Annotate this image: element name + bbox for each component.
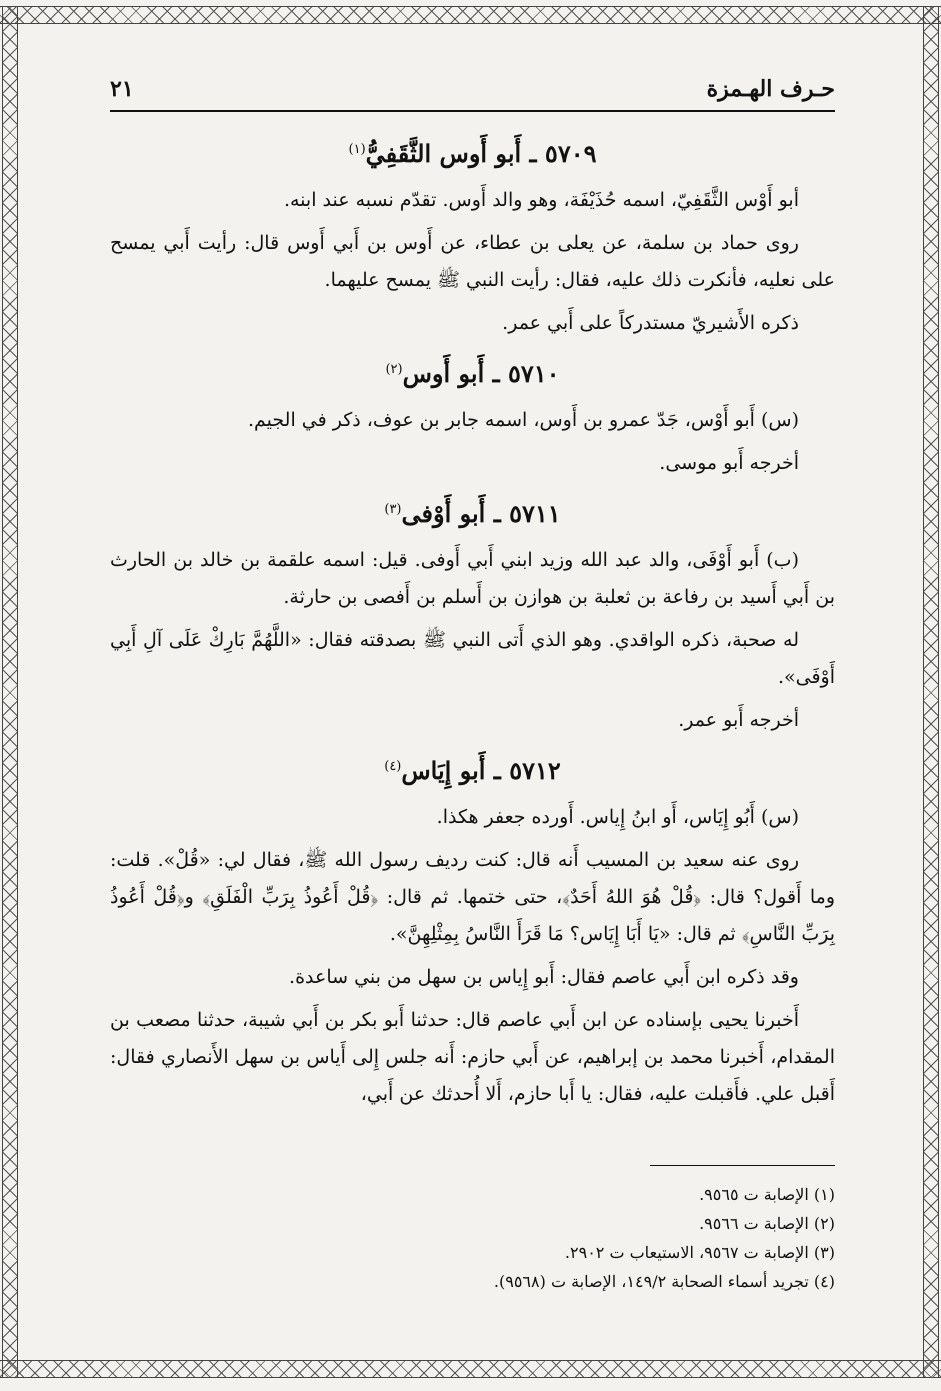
entry-title: ٥٧١٠ ـ أَبو أَوس bbox=[402, 359, 560, 388]
entry-title: ٥٧١٢ ـ أَبو إِيَاس bbox=[401, 756, 561, 785]
entry-heading-5709 bbox=[110, 128, 835, 176]
decorative-border-left bbox=[2, 6, 18, 1378]
footnote-4: (٤) تجريد أسماء الصحابة ١٤٩/٢، الإصابة ت (٩٥٦٨). bbox=[493, 1272, 835, 1291]
paragraph: روى عنه سعيد بن المسيب أَنه قال: كنت رديف رسول الله ﷺ، فقال لي: «قُلْ». قلت: وما أَقول؟ قال: ﴿قُلْ هُوَ اللهُ أَحَدٌ﴾، حتى ختمها. ثم قال: ﴿قُلْ أَعُوذُ بِرَبِّ الْفَلَقِ﴾ و﴿قُلْ أَعُوذُ بِرَبِّ النَّاسِ﴾ ثم قال: «يَا أَبَا إِيَاس؟ مَا قَرَأَ النَّاسُ بِمِثْلِهِنَّ». bbox=[110, 849, 835, 945]
footnote-rule bbox=[650, 1165, 835, 1166]
decorative-border-bottom bbox=[0, 1360, 941, 1378]
main-text bbox=[110, 122, 835, 1119]
paragraph: (ب) أَبو أَوْفَى، والد عبد الله وزيد ابني أَبي أَوفى. قيل: اسمه علقمة بن خالد بن الحارث بن أَبي أَسيد بن رفاعة بن ثعلبة بن هوازن بن أَسلم بن أَفصى بن حارثة. bbox=[110, 549, 835, 608]
paragraph: أبو أَوْس الثَّقَفِيّ، اسمه حُذَيْفَة، وهو والد أَوس. تقدّم نسبه عند ابنه. bbox=[283, 189, 799, 211]
running-header bbox=[110, 72, 835, 106]
footnote-marker: (٤) bbox=[384, 759, 402, 774]
paragraph: أَخبرنا يحيى بإسناده عن ابن أَبي عاصم قال: حدثنا أَبو بكر بن أَبي شيبة، حدثنا مصعب بن المقدام، أَخبرنا محمد بن إبراهيم، عن أَبي حازم: أَنه جلس إِلى أَياس بن سهل الأَنصاري فقال: أَقبل علي. فأَقبلت عليه، فقال: يا أَبا حازم، أَلا أُحدثك عن أَبي، bbox=[110, 1009, 835, 1105]
entry-title: ٥٧٠٩ ـ أَبو أَوس الثَّقَفِيُّ bbox=[365, 139, 597, 168]
entry-heading-5710 bbox=[110, 348, 835, 396]
footnote-3: (٣) الإصابة ت ٩٥٦٧، الاستيعاب ت ٢٩٠٢. bbox=[564, 1243, 835, 1262]
footnote-2: (٢) الإصابة ت ٩٥٦٦. bbox=[699, 1214, 835, 1233]
decorative-border-top bbox=[0, 6, 941, 24]
entry-title: ٥٧١١ ـ أَبو أَوْفى bbox=[401, 499, 561, 528]
paragraph: له صحبة، ذكره الواقدي. وهو الذي أَتى النبي ﷺ بصدقته فقال: «اللَّهُمَّ بَارِكْ عَلَى آلِ أَبِي أَوْفَى». bbox=[110, 629, 835, 688]
footnote-marker: (١) bbox=[348, 142, 366, 157]
paragraph: (س) أَبو أَوْس، جَدّ عمرو بن أَوس، اسمه جابر بن عوف، ذكر في الجيم. bbox=[248, 409, 799, 431]
footnote-marker: (٢) bbox=[385, 362, 403, 377]
footnote-1: (١) الإصابة ت ٩٥٦٥. bbox=[699, 1185, 835, 1204]
entry-heading-5711 bbox=[110, 488, 835, 536]
paragraph: (س) أَبُو إِيَاس، أَو ابنُ إِياس. أَورده جعفر هكذا. bbox=[436, 806, 799, 828]
paragraph: وقد ذكره ابن أَبي عاصم فقال: أَبو إِياس بن سهل من بني ساعدة. bbox=[289, 966, 799, 988]
header-title: حـرف الهـمزة bbox=[706, 76, 835, 102]
paragraph: روى حماد بن سلمة، عن يعلى بن عطاء، عن أَوس بن أَبي أَوس قال: رأيت أَبي يمسح على نعليه، فأنكرت ذلك عليه، فقال: رأيت النبي ﷺ يمسح عليهما. bbox=[110, 232, 835, 291]
page-number: ٢١ bbox=[110, 76, 134, 102]
paragraph: أخرجه أَبو موسى. bbox=[659, 452, 799, 474]
entry-heading-5712 bbox=[110, 745, 835, 793]
header-rule bbox=[110, 110, 835, 112]
footnote-marker: (٣) bbox=[384, 502, 402, 517]
footnotes bbox=[110, 1180, 835, 1296]
paragraph: ذكره الأَشيريّ مستدركاً على أَبي عمر. bbox=[502, 312, 799, 334]
paragraph: أخرجه أَبو عمر. bbox=[678, 709, 799, 731]
decorative-border-right bbox=[923, 6, 939, 1378]
